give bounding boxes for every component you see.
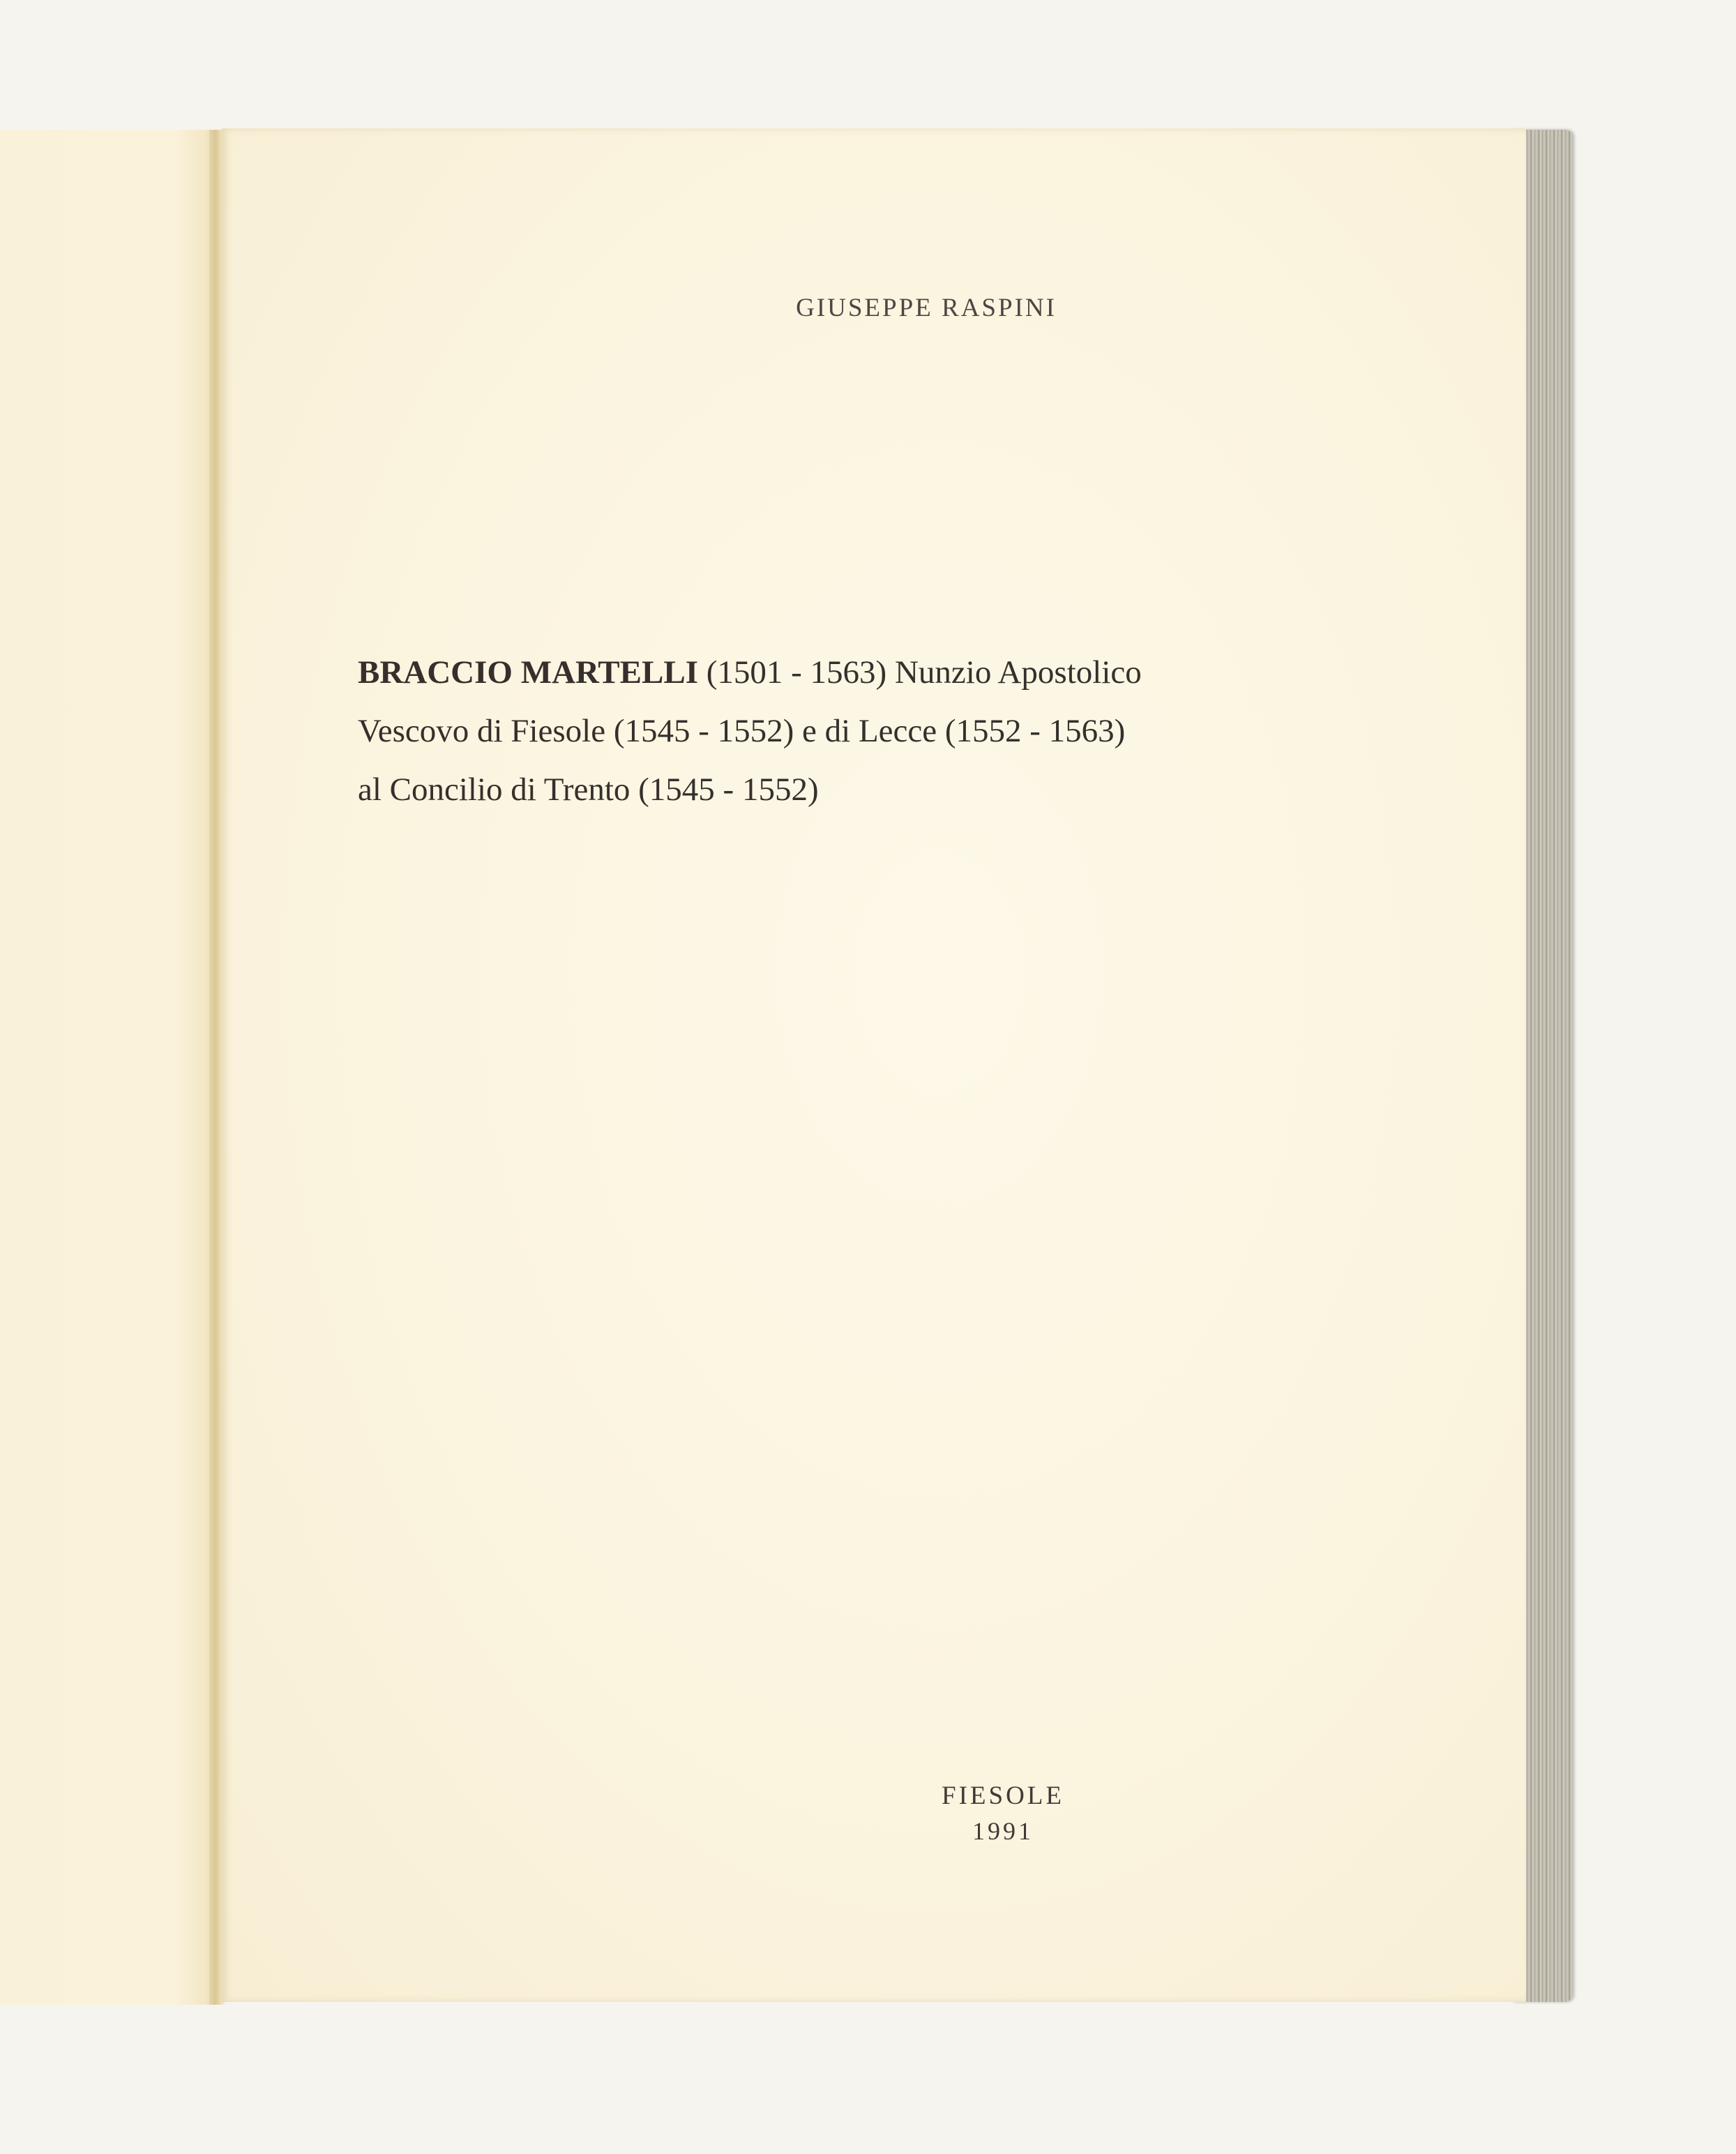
title-line-1-text: (1501 - 1563) Nunzio Apostolico bbox=[698, 654, 1142, 691]
left-page-verso bbox=[0, 130, 218, 2005]
imprint-year: 1991 bbox=[972, 1817, 1034, 1845]
title-subject: BRACCIO MARTELLI bbox=[358, 654, 698, 691]
title-line-2-text: Vescovo di Fiesole (1545 - 1552) e di Lecce (1552 - 1563) bbox=[358, 713, 1126, 749]
imprint-place: FIESOLE bbox=[942, 1782, 1064, 1810]
title-line-3 bbox=[358, 760, 1509, 819]
title-line-3-text: al Concilio di Trento (1545 - 1552) bbox=[358, 771, 819, 808]
book-title bbox=[358, 643, 1509, 819]
right-page-recto bbox=[222, 128, 1526, 2002]
imprint bbox=[863, 1779, 1142, 1848]
title-line-1 bbox=[358, 643, 1509, 702]
title-line-2 bbox=[358, 702, 1509, 760]
author-name: GIUSEPPE RASPINI bbox=[796, 294, 1057, 322]
